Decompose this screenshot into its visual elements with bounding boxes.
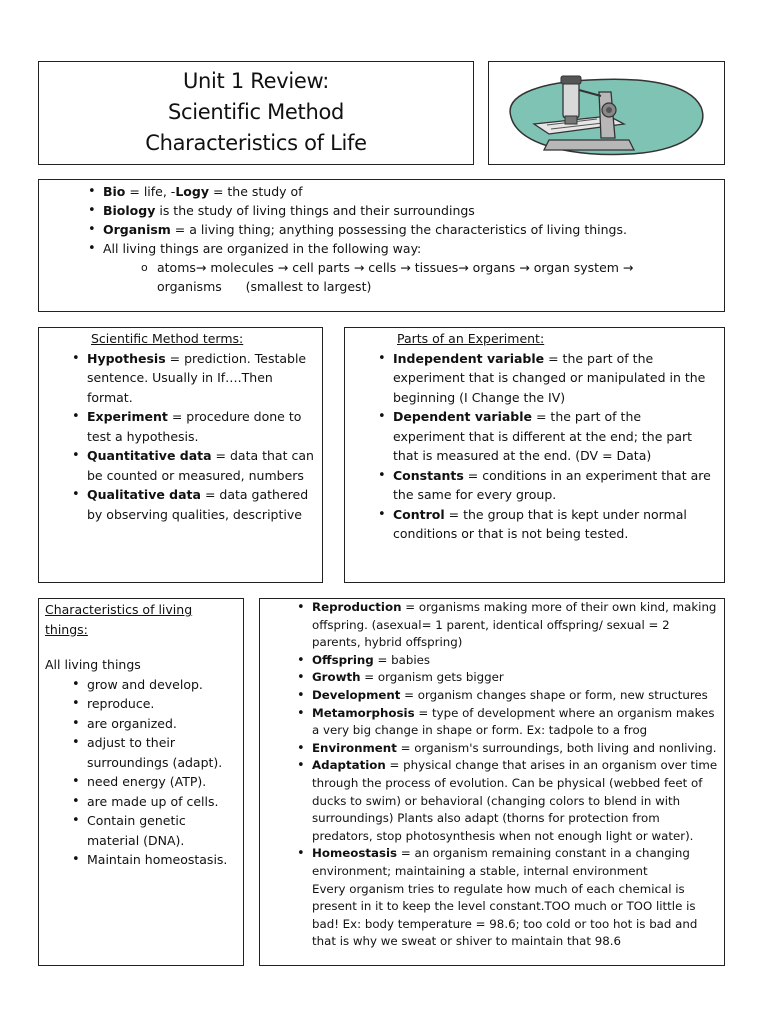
title-line-1: Unit 1 Review:: [182, 69, 330, 93]
list-item: • adjust to their surroundings (adapt).: [67, 733, 239, 772]
list-item: • Contain genetic material (DNA).: [67, 811, 239, 850]
list-item: • Biology is the study of living things and their surroundings: [83, 201, 724, 220]
list-item: • Offspring = babies: [292, 652, 718, 670]
microscope-icon: [489, 62, 724, 164]
list-item: • Adaptation = physical change that arises in an organism over time through the process of evolution. Can be physical (webbed feet of ducks to swim) or behavioral (changing colors to blend in with surroundings) Plants also adapt (thorns for protection from predators, stop photosynthesis when not enough light or water).: [292, 757, 718, 845]
experiment-parts-list: [345, 349, 724, 544]
characteristics-lead: All living things: [45, 657, 141, 672]
list-item: • All living things are organized in the following way:: [83, 239, 724, 258]
list-item: • Homeostasis = an organism remaining constant in a changing environment; maintaining a stable, internal environment Every organism tries to regulate how much of each chemical is present in it to keep the level constant.TOO much or TOO little is bad! Ex: body temperature = 98.6; too cold or too hot is bad and that is why we sweat or shiver to maintain that 98.6: [292, 845, 718, 951]
scientific-method-box: [38, 327, 323, 583]
homeostasis-extra: Every organism tries to regulate how much of each chemical is present in it to keep the level constant.TOO much or TOO little is bad! Ex: body temperature = 98.6; too cold or too hot is bad and that is why we sweat or shiver to maintain that 98.6: [312, 881, 698, 949]
list-item: • Dependent variable = the part of the experiment that is different at the end; the part that is measured at the end. (DV = Data): [373, 407, 716, 466]
list-item: • Hypothesis = prediction. Testable sentence. Usually in If….Then format.: [67, 349, 316, 408]
list-item: • Metamorphosis = type of development where an organism makes a very big change in shape or form. Ex: tadpole to a frog: [292, 705, 718, 740]
experiment-parts-box: [344, 327, 725, 583]
organization-levels: o atoms→ molecules → cell parts → cells → tissues→ organs → organ system → organisms (smallest to largest): [135, 258, 724, 296]
title-line-2: Scientific Method: [167, 100, 345, 124]
characteristics-heading: Characteristics of living things:: [45, 602, 193, 637]
list-item: • Development = organism changes shape or form, new structures: [292, 687, 718, 705]
list-item: • Maintain homeostasis.: [67, 850, 239, 870]
list-item: • Environment = organism's surroundings, both living and nonliving.: [292, 740, 718, 758]
title-line-3: Characteristics of Life: [145, 131, 367, 155]
list-item: • Growth = organism gets bigger: [292, 669, 718, 687]
list-item: • Control = the group that is kept under normal conditions or that is not being tested.: [373, 505, 716, 544]
image-box: [488, 61, 725, 165]
list-item: • reproduce.: [67, 694, 239, 714]
list-item: • Reproduction = organisms making more of their own kind, making offspring. (asexual= 1 parent, identical offspring/ sexual = 2 parents, hybrid offspring): [292, 599, 718, 652]
organization-sublist: [39, 258, 724, 296]
list-item: • Qualitative data = data gathered by observing qualities, descriptive: [67, 485, 316, 524]
title-box: [38, 61, 474, 165]
definitions-list: [260, 599, 724, 951]
list-item: • Quantitative data = data that can be counted or measured, numbers: [67, 446, 316, 485]
list-item: • Independent variable = the part of the experiment that is changed or manipulated in the beginning (I Change the IV): [373, 349, 716, 408]
intro-box: [38, 179, 725, 312]
list-item: • are made up of cells.: [67, 792, 239, 812]
list-item: • Organism = a living thing; anything possessing the characteristics of living things.: [83, 220, 724, 239]
list-item: • Experiment = procedure done to test a hypothesis.: [67, 407, 316, 446]
list-item: • are organized.: [67, 714, 239, 734]
list-item: • Constants = conditions in an experiment that are the same for every group.: [373, 466, 716, 505]
scientific-method-heading: Scientific Method terms:: [91, 331, 244, 346]
scientific-method-list: [39, 349, 322, 525]
list-item: • Bio = life, -Logy = the study of: [83, 182, 724, 201]
characteristics-list: [39, 675, 243, 870]
list-item: • grow and develop.: [67, 675, 239, 695]
list-item: • need energy (ATP).: [67, 772, 239, 792]
definitions-box: [259, 598, 725, 966]
intro-list: [39, 180, 724, 258]
characteristics-box: [38, 598, 244, 966]
experiment-parts-heading: Parts of an Experiment:: [397, 331, 545, 346]
